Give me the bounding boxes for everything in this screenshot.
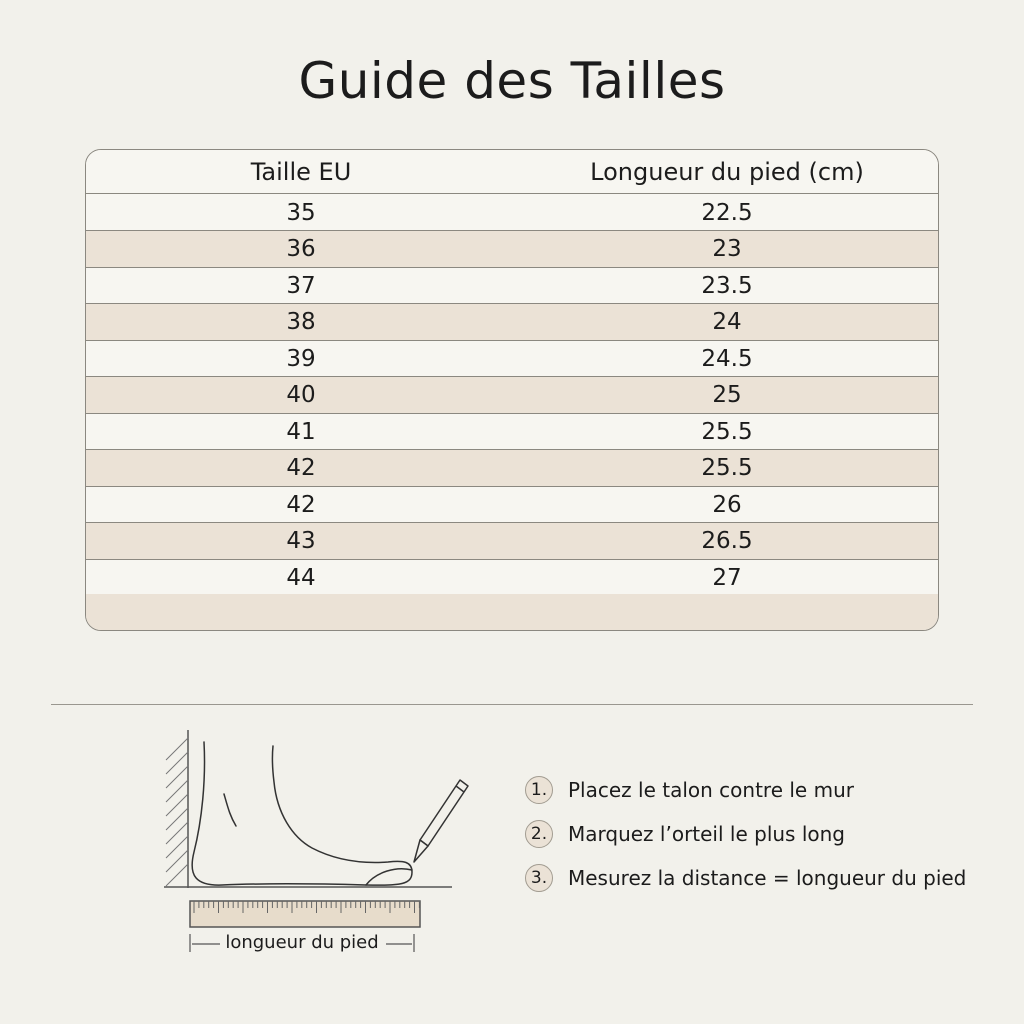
table-row: [86, 268, 938, 305]
header-foot-length: Longueur du pied (cm): [590, 158, 864, 186]
table-row: [86, 560, 938, 597]
table-footer: [86, 594, 938, 631]
step-text: Marquez l’orteil le plus long: [568, 822, 845, 846]
table-row: [86, 523, 938, 560]
cell-foot-length: 23: [712, 236, 742, 262]
cell-size-eu: 38: [286, 309, 316, 335]
cell-size-eu: 42: [286, 455, 316, 481]
table-row: [86, 304, 938, 341]
cell-foot-length: 26.5: [701, 528, 753, 554]
step-text: Placez le talon contre le mur: [568, 778, 854, 802]
cell-foot-length: 25: [712, 382, 742, 408]
cell-size-eu: 40: [286, 382, 316, 408]
step-number-badge: 2.: [525, 820, 553, 848]
cell-foot-length: 22.5: [701, 199, 753, 226]
table-row: [86, 341, 938, 378]
cell-size-eu: 37: [286, 272, 316, 299]
cell-size-eu: 43: [286, 528, 316, 554]
step-item: [525, 820, 985, 852]
table-row: [86, 231, 938, 268]
cell-foot-length: 23.5: [701, 272, 753, 299]
cell-size-eu: 41: [286, 418, 316, 445]
cell-size-eu: 35: [286, 199, 316, 226]
section-divider: [51, 704, 973, 705]
step-item: [525, 864, 985, 896]
cell-foot-length: 24: [712, 309, 742, 335]
table-row: [86, 377, 938, 414]
header-size-eu: Taille EU: [250, 158, 352, 186]
cell-foot-length: 24.5: [701, 345, 753, 372]
table-row: [86, 487, 938, 524]
cell-foot-length: 25.5: [701, 455, 753, 481]
step-number-badge: 3.: [525, 864, 553, 892]
step-text: Mesurez la distance = longueur du pied: [568, 866, 967, 890]
size-table: [85, 149, 939, 631]
cell-size-eu: 36: [286, 236, 316, 262]
cell-size-eu: 42: [286, 491, 316, 518]
cell-foot-length: 25.5: [701, 418, 753, 445]
step-number-badge: 1.: [525, 776, 553, 804]
wall-icon: [166, 730, 188, 888]
step-item: [525, 776, 985, 808]
table-header: [86, 150, 938, 194]
pencil-icon: [414, 780, 468, 862]
cell-foot-length: 26: [712, 491, 742, 518]
cell-size-eu: 39: [286, 345, 316, 372]
table-row: [86, 450, 938, 487]
table-row: [86, 195, 938, 232]
ruler-icon: [190, 901, 420, 927]
cell-size-eu: 44: [286, 564, 316, 591]
cell-foot-length: 27: [712, 564, 742, 591]
ruler-label: longueur du pied: [225, 932, 379, 953]
table-row: [86, 414, 938, 451]
foot-icon: [192, 742, 412, 885]
page-title: Guide des Tailles: [298, 52, 726, 110]
